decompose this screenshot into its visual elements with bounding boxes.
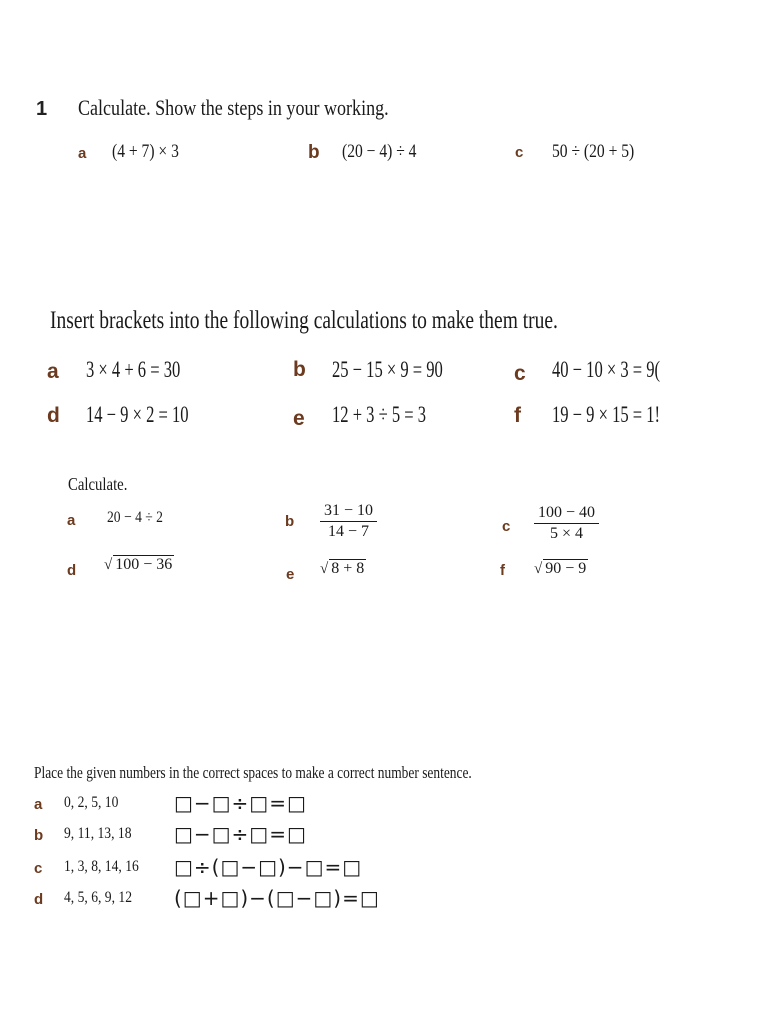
number-sentence-template: □÷(□−□)−□=□ (174, 855, 363, 879)
radicand: 100 − 36 (115, 556, 173, 573)
expression: 14 − 9 × 2 = 10 (86, 402, 189, 427)
item-label: d (67, 562, 77, 579)
item-label: c (34, 860, 43, 877)
section4-heading: Place the given numbers in the correct spaces to make a correct number sentence. (34, 763, 472, 782)
square-root (320, 560, 366, 578)
square-root (104, 556, 174, 574)
expression: (20 − 4) ÷ 4 (342, 141, 417, 162)
given-numbers: 4, 5, 6, 9, 12 (64, 889, 132, 906)
number-sentence-template: (□+□)−(□−□)=□ (174, 886, 380, 910)
item-label: b (285, 513, 295, 530)
numerator: 31 − 10 (320, 501, 377, 522)
expression: (4 + 7) × 3 (112, 141, 179, 162)
item-label: d (47, 404, 60, 427)
denominator: 5 × 4 (550, 525, 584, 542)
given-numbers: 1, 3, 8, 14, 16 (64, 858, 139, 875)
radical-icon: √ (104, 557, 113, 573)
given-numbers: 0, 2, 5, 10 (64, 794, 119, 811)
expression: 12 + 3 ÷ 5 = 3 (332, 402, 427, 427)
item-label: c (515, 144, 524, 161)
expression: 25 − 15 × 9 = 90 (332, 357, 443, 382)
square-root (534, 560, 588, 578)
item-label: a (67, 512, 76, 529)
item-label: c (514, 362, 526, 385)
item-label: f (500, 562, 505, 579)
number-sentence-template: □−□÷□=□ (174, 791, 307, 815)
item-label: b (34, 827, 44, 844)
question-number: 1 (36, 98, 48, 120)
item-label: a (47, 360, 59, 383)
item-label: c (502, 518, 511, 535)
denominator: 14 − 7 (328, 523, 370, 540)
item-label: b (293, 358, 306, 381)
section2-heading: Insert brackets into the following calculations to make them true. (50, 307, 558, 334)
expression: 20 − 4 ÷ 2 (107, 509, 163, 526)
radicand: 8 + 8 (331, 560, 365, 577)
item-label: a (78, 145, 87, 162)
item-label: b (308, 142, 320, 163)
given-numbers: 9, 11, 13, 18 (64, 825, 132, 842)
radical-icon: √ (320, 561, 329, 577)
fraction (320, 501, 377, 542)
item-label: f (514, 404, 521, 427)
item-label: e (286, 566, 295, 583)
section3-heading: Calculate. (68, 474, 128, 494)
numerator: 100 − 40 (534, 503, 599, 524)
number-sentence-template: □−□÷□=□ (174, 822, 307, 846)
section1-heading: Calculate. Show the steps in your working. (78, 95, 389, 120)
item-label: a (34, 796, 43, 813)
expression: 50 ÷ (20 + 5) (552, 141, 635, 162)
expression: 19 − 9 × 15 = 1! (552, 402, 661, 427)
item-label: d (34, 891, 44, 908)
fraction (534, 503, 599, 544)
expression: 3 × 4 + 6 = 30 (86, 357, 181, 382)
radicand: 90 − 9 (545, 560, 587, 577)
radical-icon: √ (534, 561, 543, 577)
item-label: e (293, 407, 305, 430)
expression: 40 − 10 × 3 = 9( (552, 357, 661, 382)
